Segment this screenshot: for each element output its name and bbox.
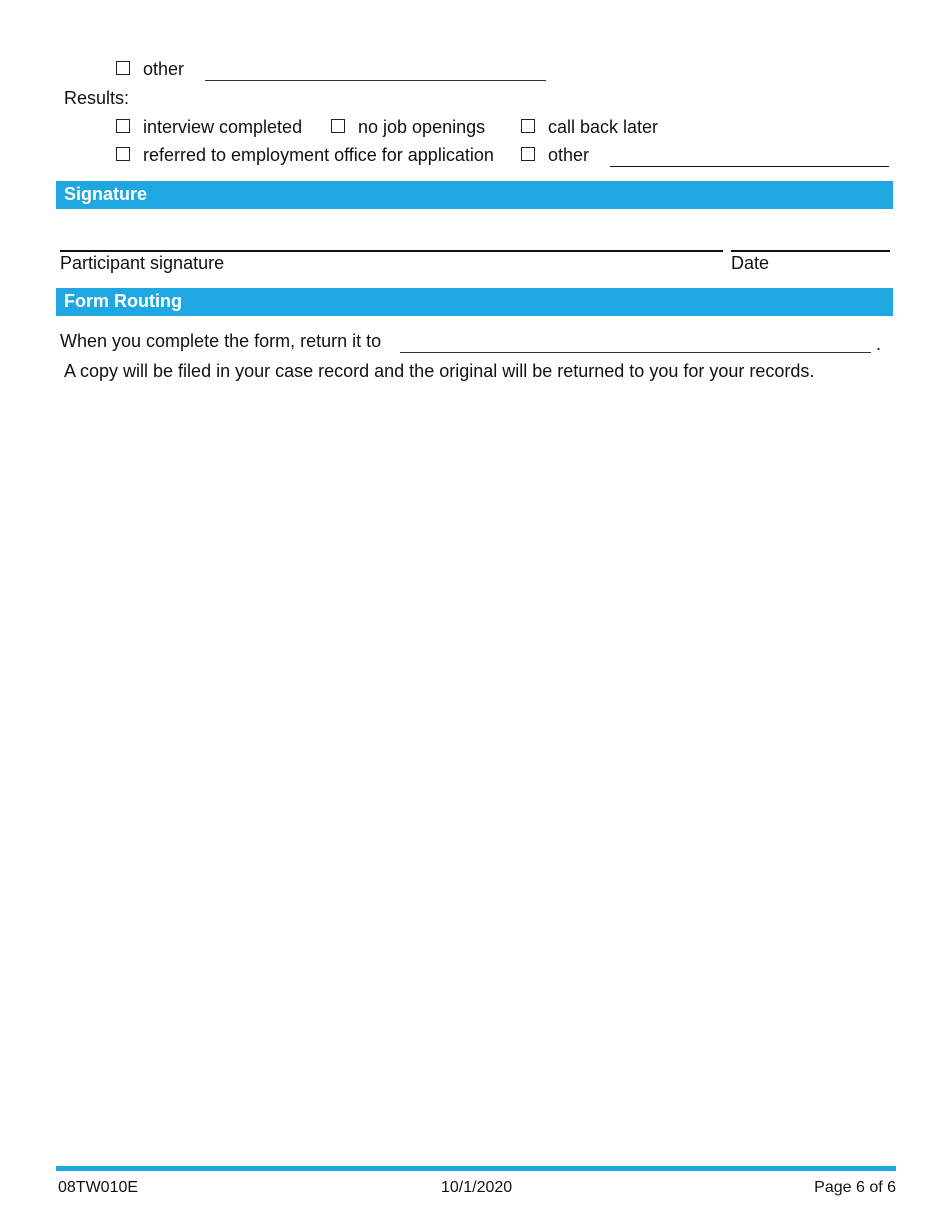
form-routing-section-header: Form Routing: [56, 288, 893, 316]
results-other-label: other: [548, 145, 590, 165]
return-instruction-text: When you complete the form, return it to: [60, 331, 382, 351]
referred-label: referred to employment office for application: [143, 145, 494, 165]
form-id: 08TW010E: [58, 1179, 139, 1196]
no-job-openings-checkbox[interactable]: [331, 119, 345, 133]
copy-filed-text: A copy will be filed in your case record and the original will be returned to you for your records.: [64, 361, 815, 381]
results-label: Results:: [64, 88, 130, 108]
results-other-checkbox[interactable]: [521, 147, 535, 161]
interview-completed-label: interview completed: [143, 117, 303, 137]
other-specify-field[interactable]: [205, 80, 546, 81]
signature-section-header: Signature: [56, 181, 893, 209]
date-label: Date: [731, 253, 770, 273]
call-back-later-label: call back later: [548, 117, 659, 137]
participant-signature-label: Participant signature: [60, 253, 225, 273]
page-number: Page 6 of 6: [814, 1179, 896, 1196]
interview-completed-checkbox[interactable]: [116, 119, 130, 133]
form-date: 10/1/2020: [441, 1179, 513, 1196]
footer-divider: [56, 1166, 896, 1171]
other-label: other: [143, 59, 185, 79]
other-checkbox[interactable]: [116, 61, 130, 75]
referred-checkbox[interactable]: [116, 147, 130, 161]
call-back-later-checkbox[interactable]: [521, 119, 535, 133]
no-job-openings-label: no job openings: [358, 117, 486, 137]
return-to-field[interactable]: [400, 352, 871, 353]
return-period: .: [876, 334, 882, 354]
results-other-specify-field[interactable]: [610, 166, 889, 167]
